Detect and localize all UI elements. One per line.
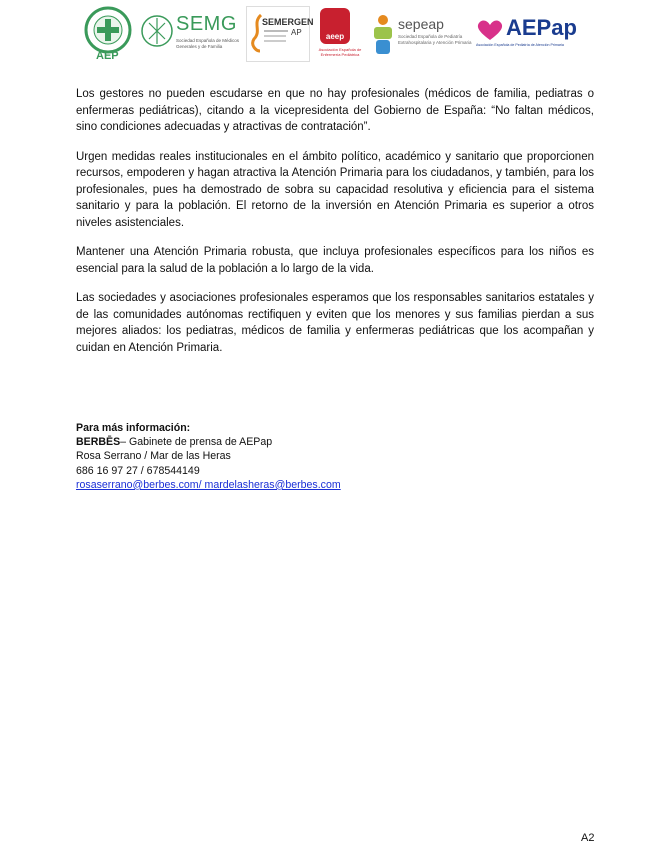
- semergen-line: [264, 35, 286, 37]
- aepap-logo-text: AEPap: [506, 15, 577, 40]
- aeep-logo-small: Asociación Española de Enfermería Pediátrica: [318, 47, 362, 57]
- aeep-logo: [312, 6, 368, 66]
- aeep-red-tile: [320, 8, 350, 44]
- semergen-logo: [246, 6, 314, 62]
- aep-logo: [80, 6, 136, 66]
- sepeap-logo-small: Sociedad Española de Pediatría Extrahospitalaria y Atención Primaria: [398, 34, 472, 45]
- contact-email-link[interactable]: rosaserrano@berbes.com/ mardelasheras@berbes.com: [76, 478, 341, 491]
- semg-logo: [140, 6, 244, 62]
- semergen-line: [264, 40, 286, 42]
- contact-heading: Para más información:: [76, 422, 191, 434]
- aeep-logo-text: aeep: [325, 32, 345, 41]
- paragraph: Urgen medidas reales institucionales en el ámbito político, académico y sanitario que proporcionen recursos, empoderen y hagan atractiva la Atención Primaria para los ciudadanos, y también, para los profesionales, pues ha demostrado de sobra su capacidad resolutiva y eficiencia para el sistema sanitario y para la población. El retorno de la inversión en Atención Primaria es superior a otros niveles asistenciales.: [76, 150, 594, 229]
- semg-logo-text: SEMG: [176, 13, 237, 35]
- contact-agency: BERBĒS: [76, 436, 121, 449]
- aepap-logo: [476, 6, 600, 62]
- semergen-line: [264, 30, 288, 32]
- semg-logo-small: Sociedad Española de Médicos Generales y de Familia: [176, 38, 240, 49]
- logo-row: [80, 6, 600, 66]
- paragraph: Las sociedades y asociaciones profesionales esperamos que los responsables sanitarios estatales y de las comunidades autónomas rectifiquen y eviten que los menores y sus familias pierdan a sus mejores aliados: los pediatras, médicos de familia y enfermeras pediátricas que los acompañan y cuidan en Atención Primaria.: [76, 292, 594, 354]
- paragraph: Los gestores no pueden escudarse en que no hay profesionales (médicos de familia, pediatras o enfermeras pediátricas), citando a la vicepresidenta del Gobierno de España: “No faltan médicos, sino condiciones adecuadas y atractivas de contratación”.: [76, 88, 594, 133]
- semergen-logo-sub: AP: [291, 28, 302, 37]
- page-number: A2: [581, 832, 595, 844]
- contact-names: Rosa Serrano / Mar de las Heras: [76, 450, 231, 463]
- semergen-logo-text: SEMERGEN: [262, 17, 314, 27]
- aepap-logo-small: Asociación Española de Pediatría de Atención Primaria: [476, 43, 564, 47]
- body-text: [76, 86, 594, 369]
- contact-phones: 686 16 97 27 / 678544149: [76, 464, 200, 477]
- sepeap-emblem-icon: [370, 14, 396, 58]
- aep-logo-text: AEP: [96, 50, 119, 62]
- sepeap-logo-text: sepeap: [398, 16, 444, 32]
- sepeap-logo: [370, 6, 474, 62]
- contact-agency-suffix: – Gabinete de prensa de AEPap: [120, 436, 273, 449]
- contact-agency-line: [76, 435, 341, 449]
- aepap-heart-icon: [476, 18, 504, 42]
- contact-block: [76, 421, 341, 492]
- paragraph: Mantener una Atención Primaria robusta, que incluya profesionales específicos para los niños es esencial para la salud de la población a lo largo de la vida.: [76, 246, 594, 275]
- semg-emblem-icon: [140, 14, 174, 48]
